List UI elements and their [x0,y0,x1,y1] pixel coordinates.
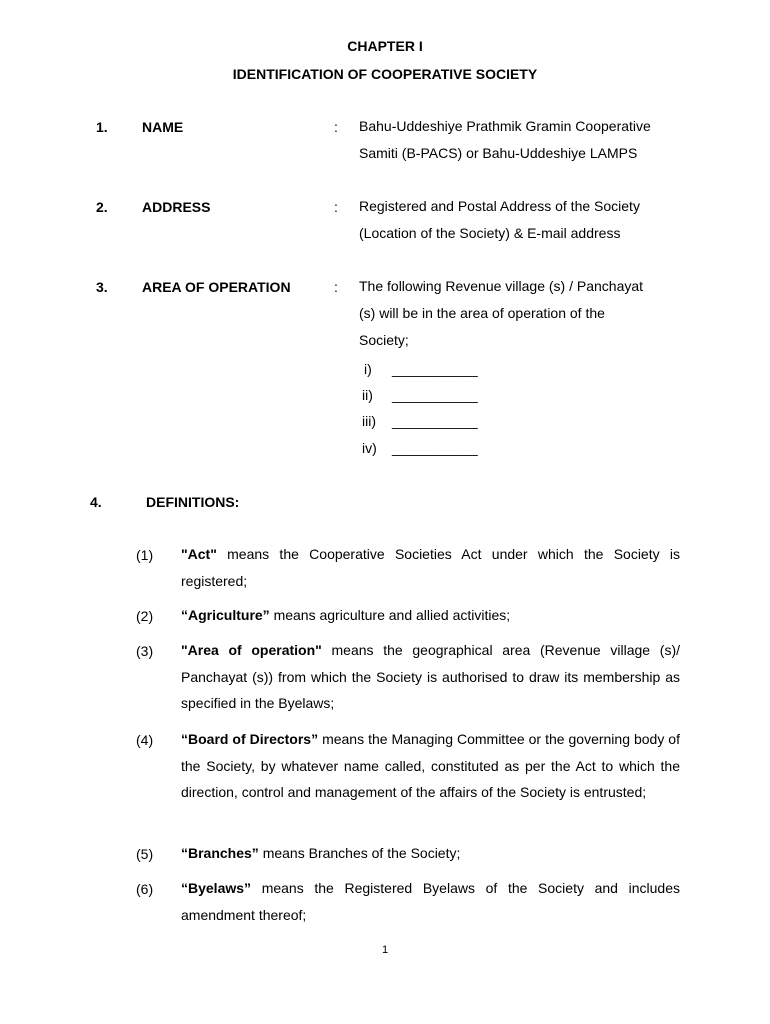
item-colon: : [334,199,338,215]
village-blank: ___________ [392,361,478,377]
definition-body: means the geographical area (Revenue village (s)/ Panchayat (s)) from which the Society is authorised to draw its membership as specified in the Byelaws; [181,642,680,711]
item-number: 2. [96,199,108,215]
value-line: Samiti (B-PACS) or Bahu-Uddeshiye LAMPS [359,145,638,161]
definition-text [181,541,680,594]
definition-text [181,726,680,806]
item-colon: : [334,279,338,295]
value-line: Bahu-Uddeshiye Prathmik Gramin Cooperative [359,118,651,134]
definition-text [181,602,680,629]
definition-text [181,875,680,928]
village-index: iv) [362,440,377,456]
value-line: The following Revenue village (s) / Panchayat [359,278,644,294]
value-line: (s) will be in the area of operation of the [359,305,605,321]
value-line: Society; [359,332,409,348]
section-heading: IDENTIFICATION OF COOPERATIVE SOCIETY [232,66,538,82]
page-number: 1 [381,944,389,956]
definition-number: (6) [136,881,154,897]
definition-number: (4) [136,732,154,748]
definition-number: (3) [136,643,154,659]
village-index: ii) [362,387,373,403]
definition-body: means the Registered Byelaws of the Society and includes amendment thereof; [181,880,680,923]
definition-body: means the Managing Committee or the governing body of the Society, by whatever name called, constituted as per the Act to which the direction, control and management of the affairs of the Society is entrusted; [181,731,680,800]
value-line: Registered and Postal Address of the Society [359,198,640,214]
definition-body: means the Cooperative Societies Act under which the Society is registered; [181,546,680,589]
item-label-address: ADDRESS [142,199,211,215]
definition-text [181,840,680,867]
definition-body: means agriculture and allied activities; [269,607,511,623]
village-index: i) [364,361,372,377]
village-index: iii) [362,413,376,429]
item-label-name: NAME [142,119,184,135]
item-number: 3. [96,279,108,295]
village-blank: ___________ [392,387,478,403]
definition-number: (2) [136,608,154,624]
village-blank: ___________ [392,413,478,429]
definitions-heading: DEFINITIONS: [146,494,240,510]
definition-body: means Branches of the Society; [258,845,461,861]
definition-term: "Area of operation" [181,642,322,658]
item-label-area: AREA OF OPERATION [142,279,291,295]
definition-text [181,637,680,717]
item-number: 4. [90,494,102,510]
definition-term: “Agriculture” [181,607,270,623]
definition-term: “Branches” [181,845,259,861]
definition-number: (5) [136,846,154,862]
definition-term: “Byelaws” [181,880,252,896]
value-line: (Location of the Society) & E-mail address [359,225,621,241]
definition-term: “Board of Directors” [181,731,319,747]
item-value-area [359,273,643,354]
definition-term: "Act" [181,546,217,562]
chapter-title: CHAPTER I [347,38,423,54]
item-number: 1. [96,119,108,135]
village-blank: ___________ [392,440,478,456]
item-value-address [359,193,640,247]
definition-number: (1) [136,547,154,563]
item-value-name [359,113,651,167]
item-colon: : [334,119,338,135]
